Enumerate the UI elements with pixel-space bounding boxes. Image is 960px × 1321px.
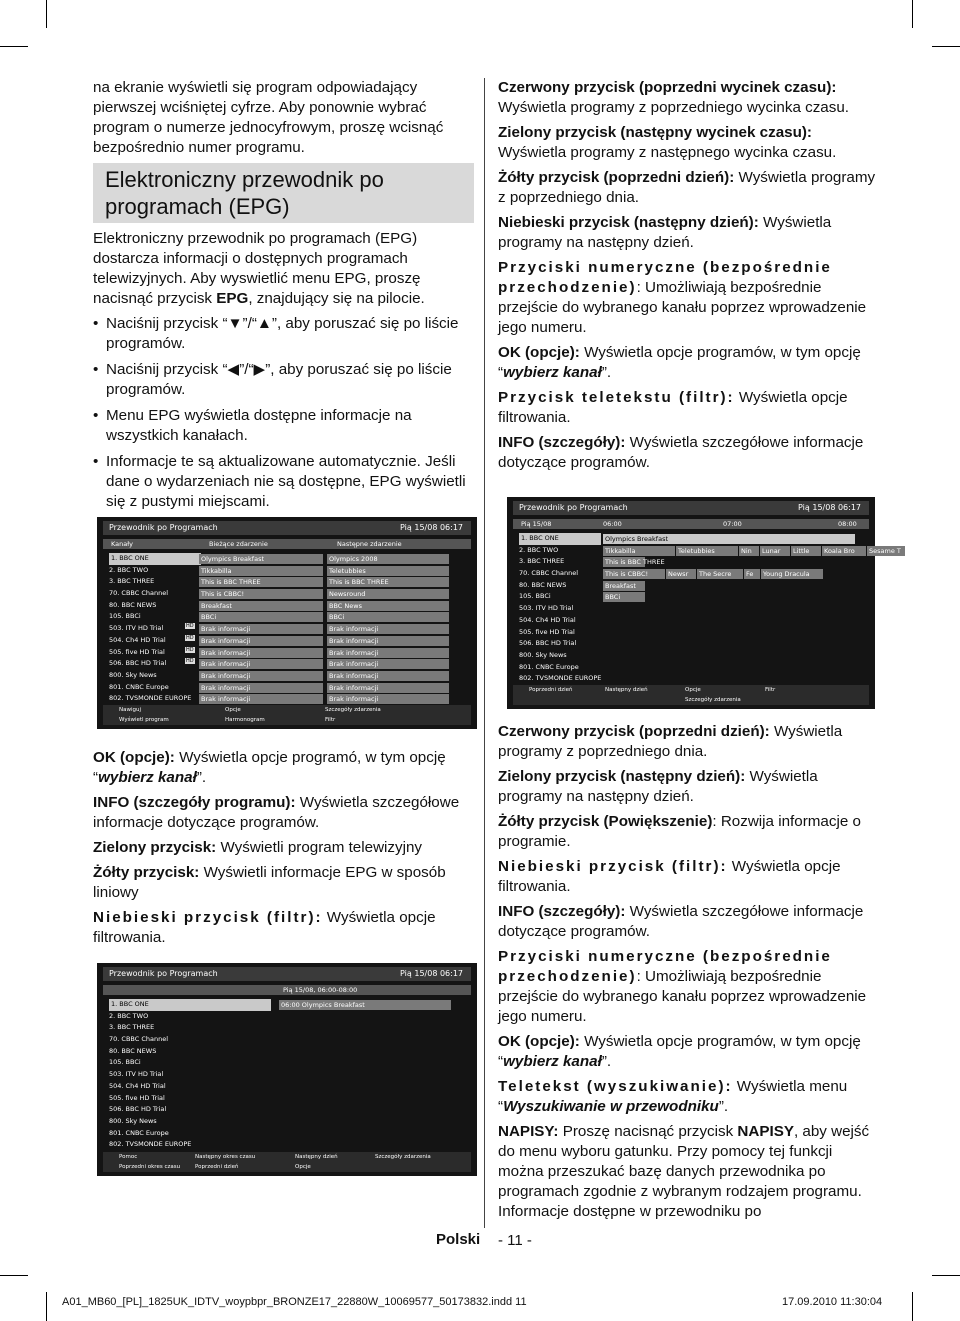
next-event: Brak informacji [327,671,449,681]
table-row[interactable] [513,580,869,592]
paragraph [498,168,879,208]
paragraph-text: Proszę nacisnąć przycisk [558,1123,738,1140]
channel-name: 800. Sky News [519,650,567,659]
crop-mark [46,0,47,28]
table-row[interactable] [103,588,471,600]
next-event: BBC News [327,601,449,611]
table-row[interactable] [103,1081,471,1093]
paragraph-label: Żółty przycisk (poprzedni dzień): [498,169,735,186]
current-event: Brak informacji [199,624,323,634]
table-row[interactable] [103,623,471,635]
channel-name: 505. five HD Trial [109,647,165,656]
current-event: This is CBBC! [199,589,323,599]
paragraph-label: Zielony przycisk (następny dzień): [498,768,746,785]
channel-name: 506. BBC HD Trial [109,1105,167,1114]
program-cell: The Secre [697,569,743,579]
channel-name: 1. BBC ONE [519,533,601,545]
table-row[interactable] [103,635,471,647]
paragraph-label: Czerwony przycisk (poprzedni dzień): [498,723,770,740]
paragraph-text: Wyświetla programy z poprzedniego dnia. [498,169,876,206]
table-row[interactable] [103,693,471,705]
paragraph-tail: ”. [601,364,612,381]
paragraph-text: , aby wejść do menu wyboru gatunku. Przy pomocy tej funkcji można przeszukać bazę danych przewodnika po programach zgodnie z wybranym rodzajem programu. Informacje dostępne w przewodniku po [498,1123,870,1220]
paragraph-label: Zielony przycisk: [93,839,217,856]
channel-name: 503. ITV HD Trial [109,1070,164,1079]
paragraph [498,812,879,852]
table-row[interactable] [103,1057,471,1069]
channel-name: 1. BBC ONE [109,553,201,565]
channel-list [103,999,471,1151]
table-row[interactable] [103,682,471,694]
paragraph [498,343,879,383]
current-event: Brak informacji [199,671,323,681]
epg-screen-timeline [507,497,901,709]
paragraph [498,123,879,163]
paragraph-label: Niebieski przycisk (następny dzień): [498,214,759,231]
paragraph [498,857,879,897]
current-event: Tikkabilla [199,566,323,576]
paragraph-label: OK (opcje): [498,344,580,361]
paragraph-text: Wyświetla szczegółowe informacje dotyczące programów. [498,903,864,940]
hd-badge: HD [186,658,194,665]
channel-name: 504. Ch4 HD Trial [519,615,576,624]
paragraph-label: Teletekst (wyszukiwanie): [498,1078,733,1095]
screen-footer [103,1152,471,1172]
epg-screen-list [97,963,477,1176]
paragraph-text: Wyświetla menu “ [498,1078,848,1115]
current-event: Brak informacji [199,648,323,658]
footer-hint: Pomoc [119,1154,138,1160]
next-event: Brak informacji [327,624,449,634]
channel-list [513,533,901,685]
section-heading: Elektroniczny przewodnik po programach (EPG) [93,163,474,223]
bullet-item: • Naciśnij przycisk “◀”/“▶”, aby poruszać się po liście programów. [93,360,474,400]
footer-hint: Następny dzień [295,1154,338,1160]
channel-name: 506. BBC HD Trial [519,639,577,648]
table-row[interactable] [103,1093,471,1105]
paragraph-text: Wyświetli program telewizyjny [216,839,423,856]
time-range: Pią 15/08, 06:00-08:00 [283,986,358,994]
page-label: Polski [436,1231,481,1248]
table-row[interactable] [103,1104,471,1116]
table-row[interactable] [513,556,869,568]
channel-name: 801. CNBC Europe [109,1128,169,1137]
screen-title-bar [103,521,471,535]
table-row[interactable] [513,568,869,580]
paragraph [498,213,879,253]
paragraph-text: Wyświetla opcje programów, w tym opcję “ [498,1033,861,1070]
bullet-item: • Informacje te są aktualizowane automatycznie. Jeśli dane o wydarzeniach nie są dostępne, EPG wyświetli się z pustymi miejscami. [93,452,474,512]
table-row[interactable] [513,603,869,615]
screen-title: Przewodnik po Programach [109,969,218,978]
program-cell: Sesame T [867,546,905,556]
table-row[interactable] [103,1011,471,1023]
paragraph [498,1077,879,1117]
table-row[interactable] [513,650,869,662]
channel-name: 800. Sky News [109,670,157,679]
paragraph-bold: NAPISY [737,1123,794,1140]
program-cell: Fe [744,569,760,579]
paragraph-italic: wybierz kanał [503,364,602,381]
screen-date: Pią 15/08 06:17 [400,523,463,532]
footer-hint: Następny dzień [605,687,648,693]
paragraph [93,748,474,788]
paragraph-text: : Umożliwiają bezpośrednie przejście do wybranego kanału poprzez wprowadzenie jego numeru. [498,279,867,336]
paragraph [93,838,474,858]
paragraph [498,78,879,118]
program-cell: Lunar [760,546,790,556]
paragraph-label: Przycisk teletekstu (filtr): [498,389,735,406]
left-column-top [93,78,474,518]
table-row[interactable] [103,1034,471,1046]
paragraph [498,947,879,1027]
current-event: Olympics Breakfast [199,554,323,564]
channel-name: 105. BBCi [109,1058,141,1067]
header-channels: Kanały [111,540,133,548]
paragraph [498,902,879,942]
next-event: Brak informacji [327,648,449,658]
paragraph-label: Żółty przycisk (Powiększenie) [498,813,713,830]
column-header [103,539,471,549]
paragraph-tail: ”. [196,769,207,786]
paragraph-label: OK (opcje): [498,1033,580,1050]
screen-date: Pią 15/08 06:17 [798,503,861,512]
current-event: Brak informacji [199,683,323,693]
table-row[interactable] [103,647,471,659]
current-event: Brak informacji [199,694,323,704]
header-current: Bieżące zdarzenie [209,540,268,548]
hd-badge: HD [186,634,194,641]
next-event: Brak informacji [327,683,449,693]
paragraph-label: Niebieski przycisk (filtr): [498,858,728,875]
table-row[interactable] [103,1046,471,1058]
paragraph-label: Niebieski przycisk (filtr): [93,909,323,926]
footer-hint: Wyświetl program [119,717,169,723]
table-row[interactable] [103,1128,471,1140]
timeline-time: 08:00 [838,520,857,528]
channel-name: 802. TVSMONDE EUROPE [109,694,192,703]
right-column-bottom [498,722,879,1227]
current-event: Breakfast [199,601,323,611]
paragraph [498,1032,879,1072]
table-row[interactable] [513,673,869,685]
channel-name: 504. Ch4 HD Trial [109,1081,166,1090]
paragraph-text: Wyświetla programy na następny dzień. [498,214,832,251]
table-row[interactable] [103,1139,471,1151]
paragraph [498,388,879,428]
channel-list [103,553,471,705]
channel-name: 802. TVSMONDE EUROPE [109,1140,192,1149]
footer-hint: Poprzedni dzień [529,687,573,693]
channel-name: 3. BBC THREE [109,1023,155,1032]
footer-hint: Szczegóły zdarzenia [375,1154,431,1160]
table-row[interactable] [103,670,471,682]
paragraph-italic: wybierz kanał [98,769,197,786]
column-divider [484,78,485,1228]
channel-name: 80. BBC NEWS [519,580,567,589]
paragraph-italic: wybierz kanał [503,1053,602,1070]
next-event: Teletubbies [327,566,449,576]
paragraph-label: Przyciski numeryczne (bezpośrednie przechodzenie) [498,259,832,296]
table-row[interactable] [103,553,471,565]
table-row[interactable] [513,638,869,650]
program-cell: Teletubbies [676,546,738,556]
program-cell: This is BBC THREE [605,558,665,567]
intro-paragraph: na ekranie wyświetli się program odpowiadający pierwszej wciśniętej cyfrze. Aby ponownie wybrać program o numerze jednocyfrowym, proszę wcisnąć bezpośrednio numer programu. [93,79,444,156]
paragraph-text: Wyświetla szczegółowe informacje dotyczące programów. [93,794,460,831]
footer-hint: Filtr [765,687,776,693]
hd-badge: HD [186,623,194,630]
paragraph-text: Wyświetli informacje EPG w sposób liniowy [93,864,446,901]
screen-date: Pią 15/08 06:17 [400,969,463,978]
paragraph-label: Zielony przycisk (następny wycinek czasu): [498,124,812,141]
timeline-day: Pią 15/08 [521,520,552,528]
timeline-header [513,519,869,529]
page-number: - 11 - [498,1232,532,1249]
program-cell: Olympics Breakfast [603,534,855,544]
paragraph-label: INFO (szczegóły): [498,434,626,451]
timeline-time: 06:00 [603,520,622,528]
screen-title-bar [103,967,471,981]
footer-hint: Filtr [325,717,336,723]
epg-intro: Elektroniczny przewodnik po programach (EPG) dostarcza informacji o dostępnych programach telewizyjnych. Aby wyswietlić menu EPG, proszę nacisnąć przycisk EPG, znajdujący się na pilocie. [93,230,425,307]
crop-mark [932,46,960,47]
paragraph-label: NAPISY: [498,1123,559,1140]
paragraph-label: Przyciski numeryczne (bezpośrednie przechodzenie) [498,948,832,985]
crop-mark [912,1292,913,1321]
program-cell: This is CBBC! [603,569,665,579]
paragraph-text: Wyświetla programy z poprzedniego dnia. [498,723,843,760]
paragraph [93,793,474,833]
crop-mark [932,1275,960,1276]
table-row[interactable] [103,1022,471,1034]
table-row[interactable] [103,611,471,623]
next-event: Brak informacji [327,636,449,646]
left-column-bottom [93,748,474,953]
paragraph-text: : Umożliwiają bezpośrednie przejście do wybranego kanału poprzez wprowadzenie jego numeru. [498,968,867,1025]
paragraph-label: INFO (szczegóły): [498,903,626,920]
paragraph-text: Wyświetla opcje programó, w tym opcję “ [93,749,446,786]
right-column-top [498,78,879,478]
channel-name: 506. BBC HD Trial [109,659,167,668]
hd-badge: HD [186,646,194,653]
footer-hint: Nawiguj [119,707,142,713]
program-cell: Newsr [666,569,696,579]
paragraph-text: Wyświetla programy z poprzedniego wycinka czasu. [498,99,850,116]
next-event: Brak informacji [327,659,449,669]
footer-hint: Opcje [685,687,701,693]
epg-screen-now-next [97,517,477,729]
footer-filename: A01_MB60_[PL]_1825UK_IDTV_woypbpr_BRONZE17_22880W_10069577_50173832.indd 11 [62,1296,527,1308]
footer-hint: Harmonogram [225,717,265,723]
paragraph-text: Wyświetla szczegółowe informacje dotyczące programów. [498,434,864,471]
paragraph [93,863,474,903]
channel-name: 105. BBCi [109,612,141,621]
next-event: Newsround [327,589,449,599]
channel-name: 802. TVSMONDE EUROPE [519,674,602,683]
table-row[interactable] [103,1116,471,1128]
table-row[interactable] [513,662,869,674]
paragraph [498,433,879,473]
footer-hint: Szczegóły zdarzenia [685,697,741,703]
paragraph-text: Wyświetla opcje filtrowania. [93,909,436,946]
next-event: BBCi [327,612,449,622]
current-event: This is BBC THREE [199,577,323,587]
current-event: Brak informacji [199,659,323,669]
channel-name: 80. BBC NEWS [109,1046,157,1055]
table-row[interactable] [513,591,869,603]
channel-name: 503. ITV HD Trial [519,604,574,613]
paragraph [498,767,879,807]
table-row[interactable] [103,1069,471,1081]
channel-name: 504. Ch4 HD Trial [109,635,166,644]
paragraph-tail: ”. [718,1098,729,1115]
paragraph [498,722,879,762]
channel-name: 1. BBC ONE [109,999,271,1011]
current-event: Brak informacji [199,636,323,646]
screen-footer [513,685,869,705]
channel-name: 70. CBBC Channel [109,1035,169,1044]
channel-name: 505. five HD Trial [519,627,575,636]
footer-hint: Następny okres czasu [195,1154,256,1160]
footer-hint: Opcje [295,1164,311,1170]
program-cell: Breakfast [603,581,645,591]
channel-name: 800. Sky News [109,1116,157,1125]
list-header [103,985,471,995]
program-cell: Little [791,546,821,556]
paragraph-label: Czerwony przycisk (poprzedni wycinek czasu): [498,79,837,96]
channel-name: 3. BBC THREE [109,577,155,586]
paragraph [498,1122,879,1222]
next-event: This is BBC THREE [327,577,449,587]
paragraph-text: : Rozwija informacje o programie. [498,813,861,850]
current-event: BBCi [199,612,323,622]
crop-mark [912,0,913,28]
table-row[interactable] [103,999,471,1011]
crop-mark [0,46,28,47]
paragraph-text: Wyświetla programy na następny dzień. [498,768,818,805]
program-cell: Young Dracula [761,569,823,579]
channel-name: 505. five HD Trial [109,1093,165,1102]
channel-name: 70. CBBC Channel [519,569,579,578]
table-row[interactable] [103,576,471,588]
screen-title: Przewodnik po Programach [109,523,218,532]
paragraph [498,258,879,338]
program-cell: Koala Bro [822,546,866,556]
channel-name: 2. BBC TWO [519,545,559,554]
program-cell: BBCi [603,592,645,602]
crop-mark [0,1275,28,1276]
footer-hint: Opcje [225,707,241,713]
paragraph-text: Wyświetla opcje programów, w tym opcję “ [498,344,861,381]
timeline-time: 07:00 [723,520,742,528]
paragraph [93,908,474,948]
channel-name: 801. CNBC Europe [109,682,169,691]
screen-footer [103,705,471,725]
table-row[interactable] [103,565,471,577]
paragraph-text: Wyświetla programy z następnego wycinka czasu. [498,144,837,161]
header-next: Następne zdarzenie [337,540,402,548]
screen-title-bar [513,501,869,515]
paragraph-label: Żółty przycisk: [93,864,200,881]
channel-name: 70. CBBC Channel [109,589,169,598]
footer-date: 17.09.2010 11:30:04 [782,1296,883,1308]
epg-bullets [93,314,474,512]
channel-name: 3. BBC THREE [519,557,565,566]
bullet-item: • Naciśnij przycisk “▼”/“▲”, aby poruszać się po liście programów. [93,314,474,354]
paragraph-label: INFO (szczegóły programu): [93,794,296,811]
channel-name: 80. BBC NEWS [109,600,157,609]
program-cell: Tikkabilla [603,546,675,556]
channel-name: 503. ITV HD Trial [109,624,164,633]
table-row[interactable] [513,615,869,627]
table-row[interactable] [513,533,869,545]
next-event: Brak informacji [327,694,449,704]
channel-name: 105. BBCi [519,592,551,601]
table-row[interactable] [513,627,869,639]
paragraph-text: Wyświetla opcje filtrowania. [498,858,841,895]
paragraph-italic: Wyszukiwanie w przewodniku [503,1098,719,1115]
paragraph-text: Wyświetla opcje filtrowania. [498,389,848,426]
screen-title: Przewodnik po Programach [519,503,628,512]
bullet-item: • Menu EPG wyświetla dostępne informacje na wszystkich kanałach. [93,406,474,446]
paragraph-tail: ”. [601,1053,612,1070]
channel-name: 2. BBC TWO [109,1011,149,1020]
table-row[interactable] [103,658,471,670]
event-cell: 06:00 Olympics Breakfast [279,1000,451,1010]
program-cell: Nin [739,546,759,556]
table-row[interactable] [513,545,901,557]
crop-mark [46,1292,47,1321]
channel-name: 2. BBC TWO [109,565,149,574]
paragraph-label: OK (opcje): [93,749,175,766]
table-row[interactable] [103,600,471,612]
next-event: Olympics 2008 [327,554,449,564]
footer-hint: Poprzedni okres czasu [119,1164,181,1170]
channel-name: 801. CNBC Europe [519,662,579,671]
footer-hint: Poprzedni dzień [195,1164,239,1170]
footer-hint: Szczegóły zdarzenia [325,707,381,713]
